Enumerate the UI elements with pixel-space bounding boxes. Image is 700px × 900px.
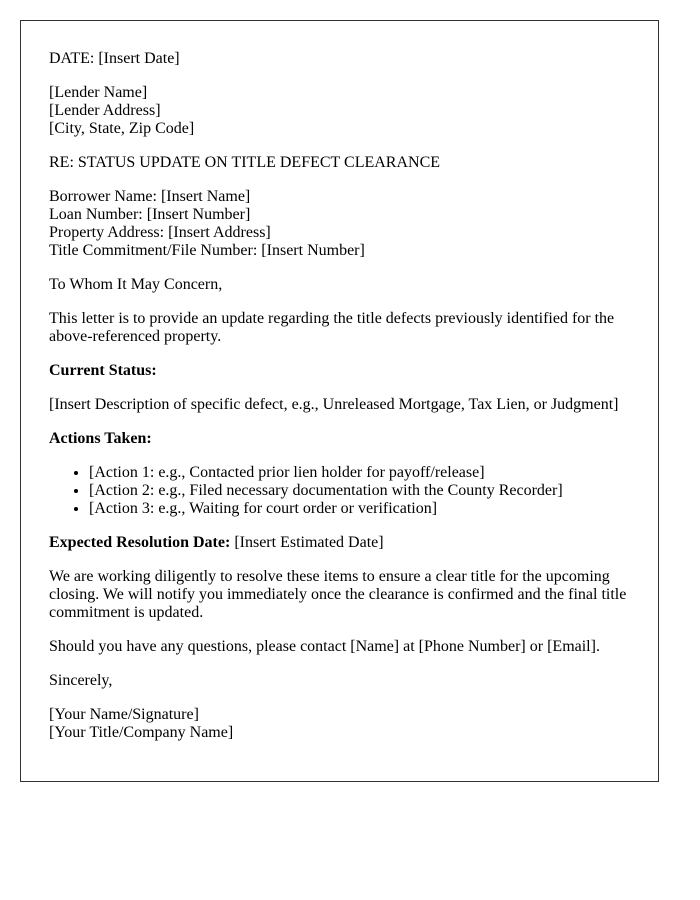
- expected-resolution-label: Expected Resolution Date:: [49, 534, 231, 551]
- recipient-address: [49, 84, 628, 138]
- actions-taken-heading: Actions Taken:: [49, 430, 152, 447]
- subject-line: RE: STATUS UPDATE ON TITLE DEFECT CLEARANCE: [49, 154, 441, 171]
- intro-paragraph: This letter is to provide an update regarding the title defects previously identified for the above-referenced property.: [49, 310, 615, 345]
- actions-list: [49, 464, 628, 518]
- lender-city-state-zip: [City, State, Zip Code]: [49, 120, 195, 137]
- salutation: To Whom It May Concern,: [49, 276, 223, 293]
- letter-container: [20, 20, 659, 782]
- lender-name: [Lender Name]: [49, 84, 148, 101]
- borrower-name: Borrower Name: [Insert Name]: [49, 188, 251, 205]
- action-item: • [Action 1: e.g., Contacted prior lien holder for payoff/release]: [89, 464, 628, 482]
- current-status-text: [Insert Description of specific defect, e.g., Unreleased Mortgage, Tax Lien, or Judgment]: [49, 396, 619, 413]
- signer-title: [Your Title/Company Name]: [49, 724, 234, 741]
- signer-name: [Your Name/Signature]: [49, 706, 199, 723]
- reference-details: [49, 188, 628, 260]
- action-item: • [Action 2: e.g., Filed necessary documentation with the County Recorder]: [89, 482, 628, 500]
- loan-number: Loan Number: [Insert Number]: [49, 206, 251, 223]
- contact-paragraph: Should you have any questions, please contact [Name] at [Phone Number] or [Email].: [49, 638, 600, 655]
- expected-resolution-value: [Insert Estimated Date]: [230, 534, 384, 551]
- date-line: DATE: [Insert Date]: [49, 50, 180, 67]
- sign-off: Sincerely,: [49, 672, 113, 689]
- signature-block: [49, 706, 628, 742]
- closing-paragraph: We are working diligently to resolve these items to ensure a clear title for the upcoming closing. We will notify you immediately once the clearance is confirmed and the final title commitment is updated.: [49, 568, 627, 621]
- title-commitment-number: Title Commitment/File Number: [Insert Number]: [49, 242, 365, 259]
- expected-resolution: [49, 534, 628, 552]
- property-address: Property Address: [Insert Address]: [49, 224, 271, 241]
- action-item: • [Action 3: e.g., Waiting for court order or verification]: [89, 500, 628, 518]
- lender-address: [Lender Address]: [49, 102, 161, 119]
- current-status-heading: Current Status:: [49, 362, 157, 379]
